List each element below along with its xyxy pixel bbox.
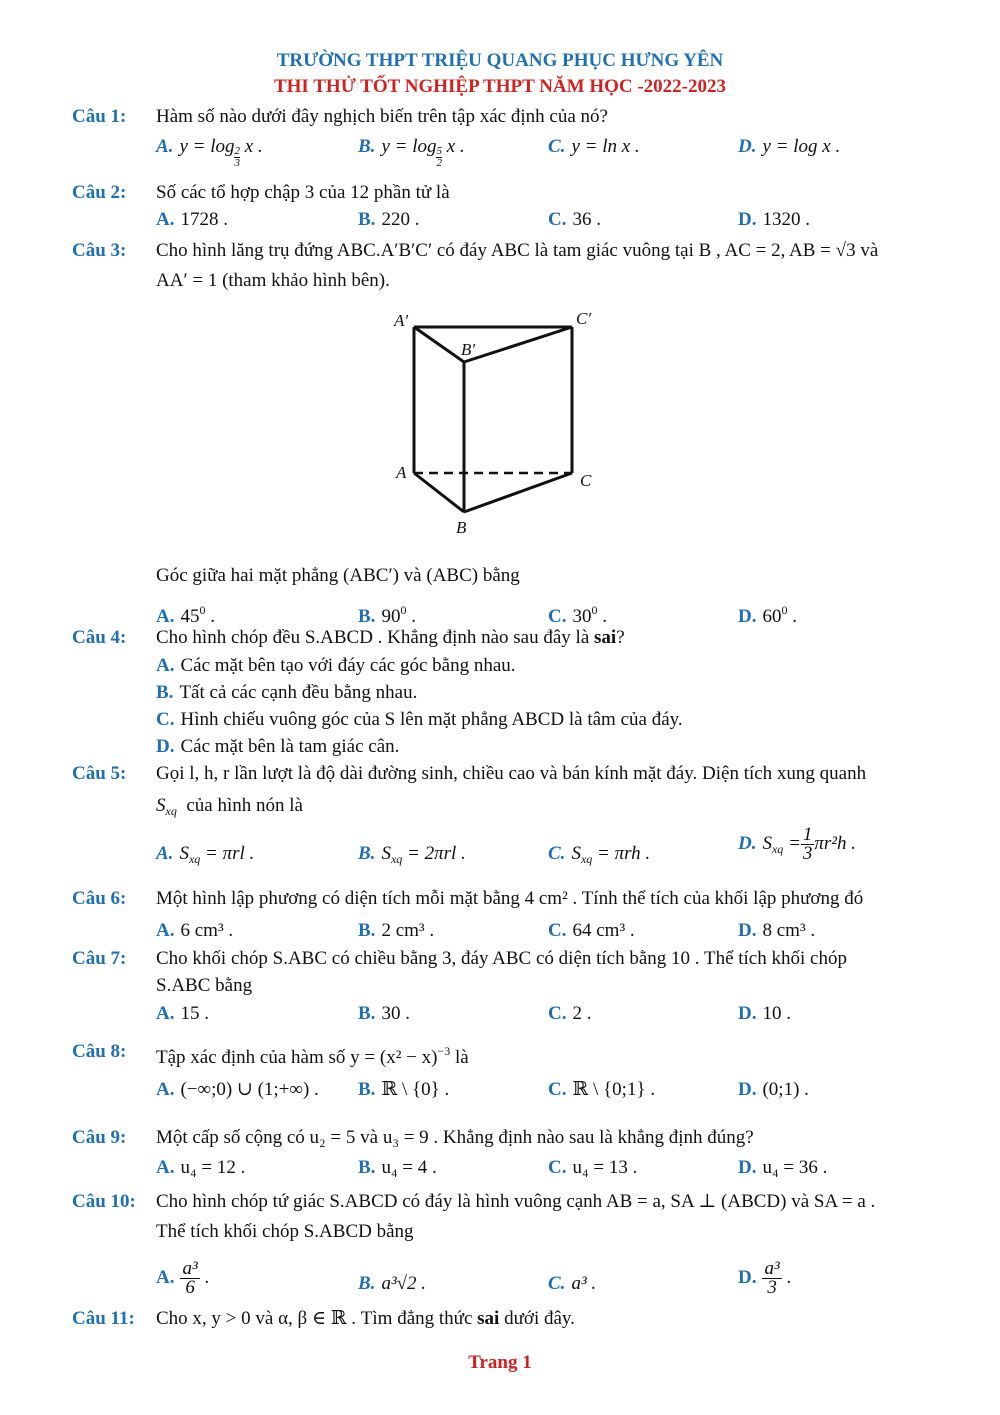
option-c: C. 2 . — [548, 1003, 592, 1024]
prism-figure — [380, 300, 610, 540]
option-d: D. Các mặt bên là tam giác cân. — [156, 736, 400, 757]
options — [156, 206, 956, 236]
option-a: A. y = log $\frac{2}{3}$ x . — [156, 136, 263, 169]
options — [156, 824, 956, 870]
question-text: Cho hình lăng trụ đứng ABC.A′B′C′ có đáy ABC là tam giác vuông tại B , AC = 2, AB = √3 và — [156, 240, 879, 261]
option-d: D. 8 cm³ . — [738, 920, 816, 941]
option-d: D. $\frac{\text{a³}}{3}$ . — [738, 1258, 792, 1298]
options — [156, 917, 956, 947]
label-c: C — [580, 471, 592, 490]
question-text: Cho x, y > 0 và α, β ∈ ℝ . Tìm đẳng thức sai dưới đây. — [156, 1308, 575, 1329]
option-c: C. ℝ \ {0;1} . — [548, 1079, 656, 1100]
option-a: A. $45^0$ . — [156, 603, 215, 627]
question-text: Một hình lập phương có diện tích mỗi mặt bằng 4 cm² . Tính thể tích của khối lập phương đó — [156, 888, 864, 909]
options — [156, 1076, 956, 1106]
question-text: Tập xác định của hàm số $y = (x^2 - x)^{-3}$ là — [156, 1044, 469, 1068]
options — [156, 133, 956, 169]
options — [156, 597, 956, 627]
question-number: Câu 4: — [72, 627, 127, 648]
option-a: A. (−∞;0) ∪ (1;+∞) . — [156, 1079, 319, 1100]
option-b: B. ℝ \ {0} . — [358, 1079, 450, 1100]
option-d: D. $60^0$ . — [738, 603, 797, 627]
question-number: Câu 10: — [72, 1191, 136, 1212]
option-a: A. Các mặt bên tạo với đáy các góc bằng nhau. — [156, 655, 516, 676]
question-text: Một cấp số cộng có u₂ = 5 và u₃ = 9 . Khẳng định nào sau là khẳng định đúng? — [156, 1127, 754, 1148]
option-a: A. 1728 . — [156, 209, 228, 230]
label-c-prime: C′ — [576, 309, 592, 328]
question-number: Câu 2: — [72, 182, 127, 203]
option-b: B. u₄ = 4 . — [358, 1157, 437, 1178]
question-text: Góc giữa hai mặt phẳng (ABC′) và (ABC) bằng — [156, 565, 520, 586]
option-c: C. $S_{xq} = \pi rh$ . — [548, 843, 651, 866]
option-b: B. $90^0$ . — [358, 603, 416, 627]
option-b: B. 2 cm³ . — [358, 920, 435, 941]
label-b-prime: B′ — [461, 340, 476, 359]
question-number: Câu 3: — [72, 240, 127, 261]
option-b: B. $S_{xq} = 2\pi rl$ . — [358, 843, 466, 866]
option-d: D. u₄ = 36 . — [738, 1157, 828, 1178]
options — [156, 1154, 956, 1184]
option-c: C. y = ln x . — [548, 136, 640, 157]
option-c: C. 36 . — [548, 209, 601, 230]
question-text-cont: AA′ = 1 (tham khảo hình bên). — [156, 270, 390, 291]
question-text-cont: S.ABC bằng — [156, 975, 253, 996]
question-number: Câu 11: — [72, 1308, 135, 1329]
question-number: Câu 5: — [72, 763, 127, 784]
option-d: D. $S_{xq}$ = $\frac{1}{3}$ πr²h . — [738, 824, 856, 864]
option-b: B. a³√2 . — [358, 1273, 427, 1294]
option-a: A. 6 cm³ . — [156, 920, 234, 941]
exam-title: THI THỬ TỐT NGHIỆP THPT NĂM HỌC -2022-2023 — [273, 76, 727, 97]
question-text: Cho khối chóp S.ABC có chiều bằng 3, đáy ABC có diện tích bằng 10 . Thể tích khối chóp — [156, 948, 847, 969]
option-c: C. u₄ = 13 . — [548, 1157, 638, 1178]
question-number: Câu 7: — [72, 948, 127, 969]
option-b: B. 220 . — [358, 209, 420, 230]
question-number: Câu 9: — [72, 1127, 127, 1148]
page-number: Trang 1 — [468, 1352, 532, 1373]
label-a-prime: A′ — [394, 311, 409, 330]
question-text: Cho hình chóp đều S.ABCD . Khẳng định nào sau đây là sai? — [156, 627, 625, 648]
option-d: D. y = log x . — [738, 136, 841, 157]
option-d: D. 10 . — [738, 1003, 791, 1024]
school-name: TRƯỜNG THPT TRIỆU QUANG PHỤC HƯNG YÊN — [276, 50, 724, 71]
question-text: Số các tổ hợp chập 3 của 12 phần tử là — [156, 182, 450, 203]
options — [156, 1258, 956, 1298]
option-c: C. Hình chiếu vuông góc của S lên mặt phẳng ABCD là tâm của đáy. — [156, 709, 683, 730]
option-a: A. $\frac{\text{a³}}{6}$ . — [156, 1258, 210, 1298]
option-c: C. a³ . — [548, 1273, 597, 1294]
option-c: C. 64 cm³ . — [548, 920, 635, 941]
option-d: D. 1320 . — [738, 209, 810, 230]
question-text: Cho hình chóp tứ giác S.ABCD có đáy là hình vuông cạnh AB = a, SA ⊥ (ABCD) và SA = a . — [156, 1191, 876, 1212]
options — [156, 1000, 956, 1030]
question-number: Câu 8: — [72, 1041, 127, 1062]
label-b: B — [456, 518, 467, 537]
option-b: B. Tất cả các cạnh đều bằng nhau. — [156, 682, 418, 703]
option-a: A. $S_{xq} = \pi rl$ . — [156, 843, 255, 866]
question-text-cont: Thể tích khối chóp S.ABCD bằng — [156, 1221, 414, 1242]
option-d: D. (0;1) . — [738, 1079, 809, 1100]
option-a: A. 15 . — [156, 1003, 209, 1024]
option-a: A. u₄ = 12 . — [156, 1157, 246, 1178]
question-text-cont: $S_{xq}$ của hình nón là — [156, 795, 303, 818]
option-b: B. 30 . — [358, 1003, 410, 1024]
option-c: C. $30^0$ . — [548, 603, 607, 627]
label-a: A — [396, 463, 407, 482]
question-text: Gọi l, h, r lần lượt là độ dài đường sinh, chiều cao và bán kính mặt đáy. Diện tích xung quanh — [156, 763, 867, 784]
question-number: Câu 1: — [72, 106, 127, 127]
question-number: Câu 6: — [72, 888, 127, 909]
option-b: B. y = log $\frac{5}{2}$ x . — [358, 136, 465, 169]
question-text: Hàm số nào dưới đây nghịch biến trên tập xác định của nó? — [156, 106, 608, 127]
